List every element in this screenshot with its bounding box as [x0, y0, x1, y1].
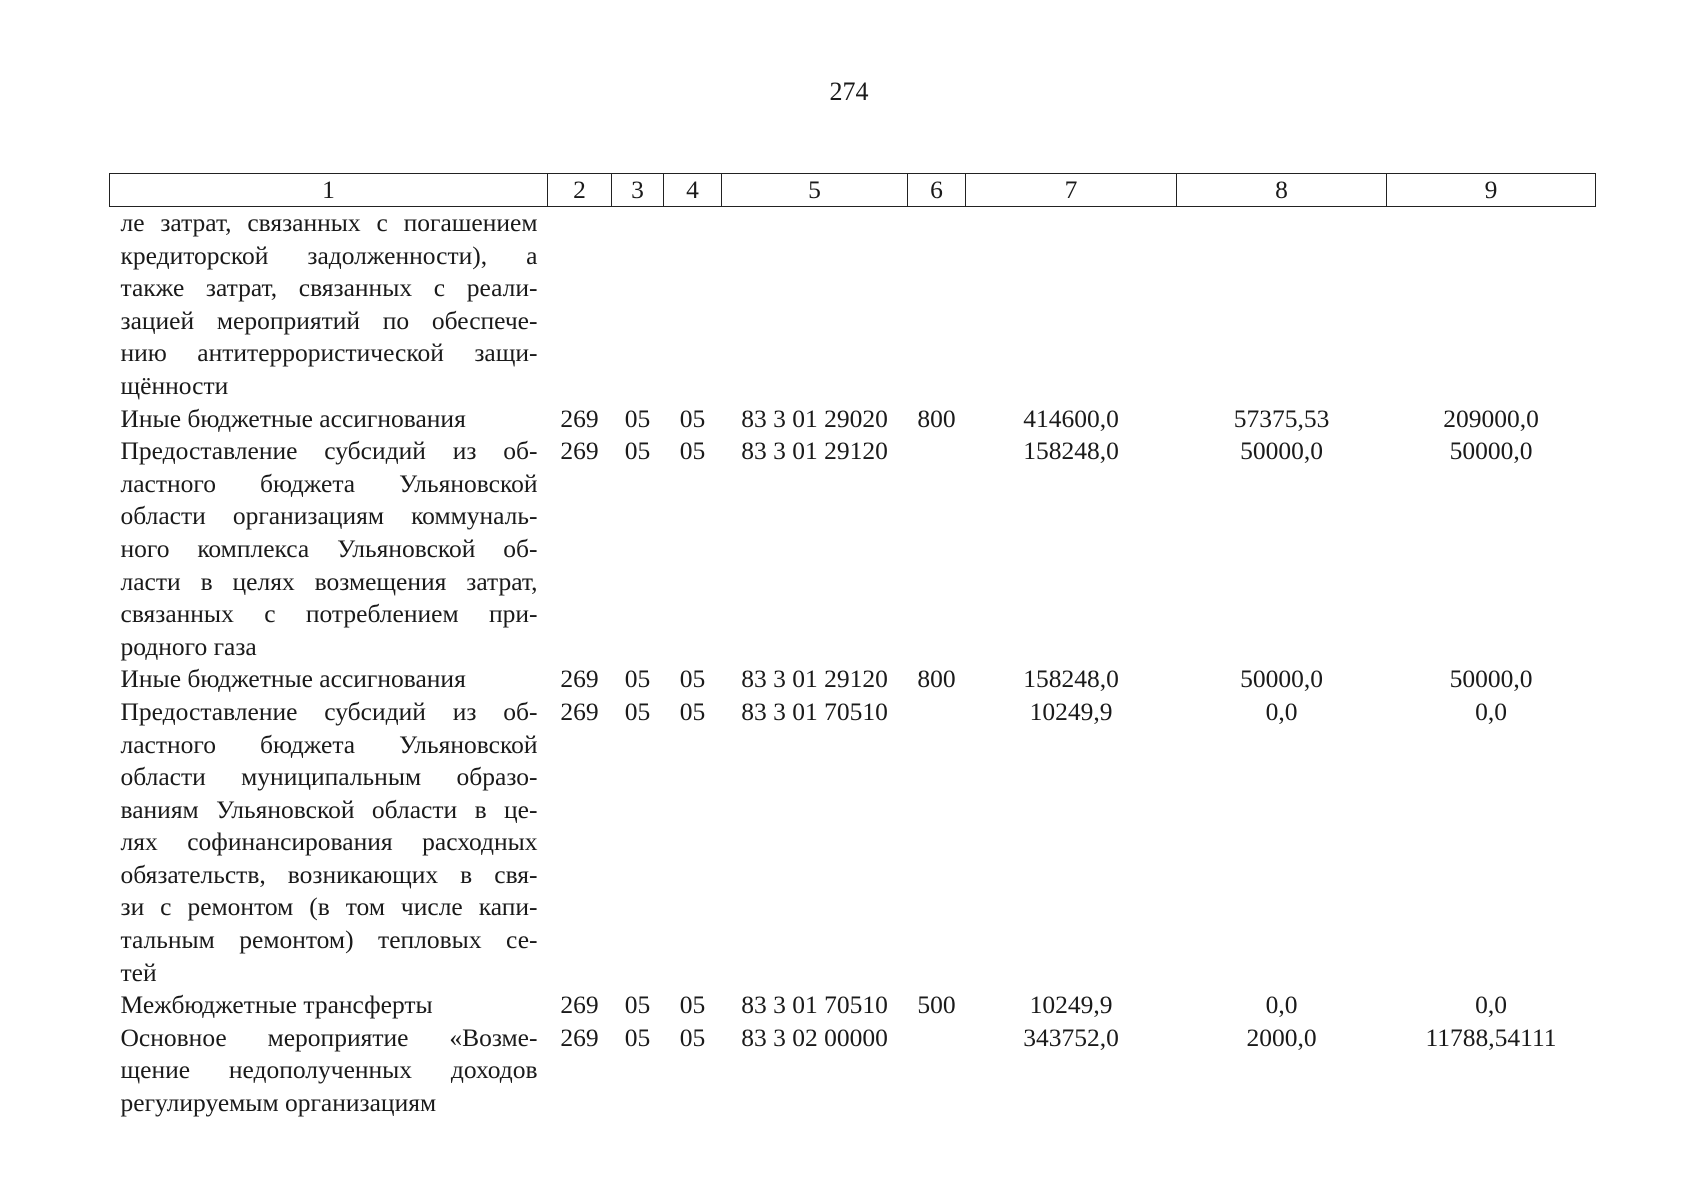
- cell-expense-type: 500: [917, 990, 956, 1020]
- cell-amount-col8: 0,0: [1265, 990, 1298, 1020]
- cell-target-code: 83 3 01 70510: [741, 990, 888, 1020]
- item-name-line: Основное мероприятие «Возме-: [120, 1022, 538, 1052]
- cell-amount-col8: 57375,53: [1233, 403, 1330, 433]
- budget-table: [109, 173, 1596, 1120]
- item-name-line: регулируемым организациям: [120, 1088, 437, 1118]
- item-name-line: ного комплекса Ульяновской об-: [120, 533, 538, 563]
- cell-amount-col9: [1387, 207, 1596, 403]
- cell-section: 05: [624, 664, 651, 694]
- table-row: [110, 207, 1596, 403]
- cell-expense-type: [908, 1022, 966, 1120]
- table-row: [110, 663, 1596, 696]
- table-row: [110, 1022, 1596, 1120]
- cell-expense-type: [908, 696, 966, 989]
- page-number: 274: [829, 77, 869, 106]
- column-header-2: 2: [548, 174, 612, 207]
- cell-administrator: 269: [560, 696, 599, 726]
- cell-expense-type: 800: [917, 664, 956, 694]
- column-header-8: 8: [1177, 174, 1387, 207]
- column-header-3: 3: [612, 174, 664, 207]
- item-name-line: зацией мероприятий по обеспече-: [120, 305, 538, 335]
- cell-item-name: [110, 696, 548, 989]
- cell-amount-col7: 158248,0: [1023, 436, 1119, 466]
- cell-item-name: [110, 989, 548, 1022]
- cell-amount-col9: 11788,54111: [1425, 1022, 1557, 1052]
- item-name-line: ле затрат, связанных с погашением: [120, 208, 538, 237]
- cell-item-name: [110, 435, 548, 663]
- cell-subsection: 05: [679, 664, 706, 694]
- item-name-line: тей: [120, 957, 157, 987]
- cell-section: 05: [624, 696, 651, 726]
- cell-subsection: 05: [679, 990, 706, 1020]
- cell-amount-col8: 50000,0: [1240, 664, 1323, 694]
- cell-amount-col8: 2000,0: [1246, 1022, 1317, 1052]
- cell-target-code: 83 3 01 29120: [741, 436, 888, 466]
- cell-administrator: 269: [560, 664, 599, 694]
- cell-subsection: 05: [679, 1022, 706, 1052]
- item-name-line: Предоставление субсидий из об-: [120, 696, 538, 726]
- cell-subsection: 05: [679, 436, 706, 466]
- cell-amount-col9: 50000,0: [1449, 436, 1533, 466]
- cell-amount-col9: 0,0: [1475, 696, 1507, 726]
- item-name-line: нию антитеррористической защи-: [120, 338, 538, 368]
- cell-amount-col9: 50000,0: [1449, 664, 1533, 694]
- cell-amount-col7: 343752,0: [1023, 1022, 1119, 1052]
- item-name-line: ластного бюджета Ульяновской: [120, 729, 538, 759]
- item-name-line: Иные бюджетные ассигнования: [120, 403, 466, 433]
- cell-amount-col7: 414600,0: [1023, 403, 1119, 433]
- cell-administrator: 269: [560, 1022, 599, 1052]
- item-name-line: области муниципальным образо-: [120, 762, 538, 792]
- column-header-5: 5: [722, 174, 908, 207]
- item-name-line: Межбюджетные трансферты: [120, 990, 433, 1020]
- table-header: [110, 174, 1596, 207]
- cell-subsection: 05: [679, 403, 706, 433]
- cell-target-code: 83 3 01 70510: [741, 696, 888, 726]
- item-name-line: кредиторской задолженности), а: [120, 240, 538, 270]
- cell-target-code: 83 3 01 29020: [741, 403, 888, 433]
- cell-amount-col7: 10249,9: [1029, 990, 1113, 1020]
- cell-administrator: [548, 207, 612, 403]
- cell-expense-type: [908, 207, 966, 403]
- table-row: [110, 403, 1596, 436]
- column-header-1: 1: [110, 174, 548, 207]
- cell-administrator: 269: [560, 436, 599, 466]
- item-name-line: также затрат, связанных с реали-: [120, 273, 538, 303]
- cell-amount-col8: 0,0: [1265, 696, 1298, 726]
- cell-subsection: 05: [679, 696, 706, 726]
- header-row: [110, 174, 1596, 207]
- table-row: [110, 435, 1596, 663]
- cell-amount-col7: [966, 207, 1177, 403]
- item-name-line: области организациям коммуналь-: [120, 501, 538, 531]
- cell-expense-type: 800: [917, 403, 956, 433]
- item-name-line: ваниям Ульяновской области в це-: [120, 794, 538, 824]
- cell-section: [612, 207, 664, 403]
- column-header-4: 4: [664, 174, 722, 207]
- cell-amount-col8: [1177, 207, 1387, 403]
- item-name-line: родного газа: [120, 631, 257, 661]
- item-name-line: ластного бюджета Ульяновской: [120, 468, 538, 498]
- item-name-line: ласти в целях возмещения затрат,: [120, 566, 538, 596]
- column-header-7: 7: [966, 174, 1177, 207]
- cell-item-name: [110, 403, 548, 436]
- cell-amount-col7: 158248,0: [1023, 664, 1119, 694]
- cell-item-name: [110, 663, 548, 696]
- item-name-line: тальным ремонтом) тепловых се-: [120, 925, 538, 955]
- cell-amount-col7: 10249,9: [1029, 696, 1113, 726]
- cell-amount-col9: 0,0: [1475, 990, 1507, 1020]
- table-body: [110, 207, 1596, 1120]
- item-name-line: обязательств, возникающих в свя-: [120, 859, 538, 889]
- cell-target-code: [722, 207, 908, 403]
- cell-administrator: 269: [560, 403, 599, 433]
- item-name-line: Иные бюджетные ассигнования: [120, 664, 466, 694]
- cell-item-name: [110, 1022, 548, 1120]
- column-header-6: 6: [908, 174, 966, 207]
- table-row: [110, 696, 1596, 989]
- cell-amount-col9: 209000,0: [1443, 403, 1539, 433]
- cell-target-code: 83 3 02 00000: [741, 1022, 888, 1052]
- cell-section: 05: [624, 1022, 651, 1052]
- item-name-line: щение недополученных доходов: [120, 1055, 538, 1085]
- cell-section: 05: [624, 436, 651, 466]
- cell-expense-type: [908, 435, 966, 663]
- cell-section: 05: [624, 403, 651, 433]
- column-header-9: 9: [1387, 174, 1596, 207]
- item-name-line: лях софинансирования расходных: [120, 827, 538, 857]
- cell-target-code: 83 3 01 29120: [741, 664, 888, 694]
- item-name-line: Предоставление субсидий из об-: [120, 436, 538, 466]
- cell-administrator: 269: [560, 990, 599, 1020]
- cell-item-name: [110, 207, 548, 403]
- item-name-line: щённости: [120, 370, 229, 400]
- cell-amount-col8: 50000,0: [1240, 436, 1323, 466]
- item-name-line: связанных с потреблением при-: [120, 599, 538, 629]
- item-name-line: зи с ремонтом (в том числе капи-: [120, 892, 538, 922]
- cell-section: 05: [624, 990, 651, 1020]
- cell-subsection: [664, 207, 722, 403]
- table-row: [110, 989, 1596, 1022]
